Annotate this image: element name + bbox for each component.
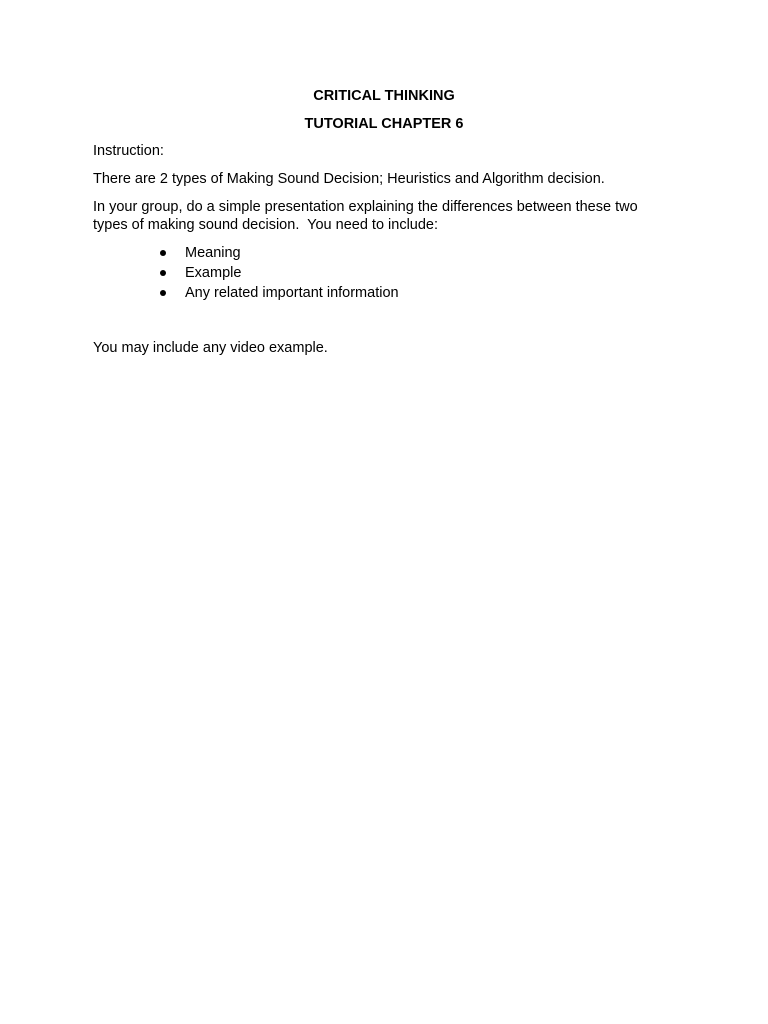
document-subtitle: TUTORIAL CHAPTER 6 (304, 116, 464, 132)
list-item (158, 244, 399, 264)
requirements-list (158, 244, 399, 304)
list-item-text: Example (185, 265, 242, 281)
list-item (158, 284, 399, 304)
group-paragraph-line-1: In your group, do a simple presentation explaining the differences between these two (93, 199, 638, 215)
closing-paragraph: You may include any video example. (93, 340, 328, 356)
list-item-text: Any related important information (185, 285, 399, 301)
bullet-icon (160, 250, 166, 256)
types-paragraph: There are 2 types of Making Sound Decision; Heuristics and Algorithm decision. (93, 171, 605, 187)
group-paragraph-line-2: types of making sound decision. You need to include: (93, 217, 439, 233)
group-paragraph (93, 198, 693, 234)
bullet-icon (160, 270, 166, 276)
list-item (158, 264, 399, 284)
list-item-text: Meaning (185, 245, 241, 261)
instruction-label: Instruction: (93, 143, 164, 159)
document-title: CRITICAL THINKING (313, 88, 455, 104)
bullet-icon (160, 290, 166, 296)
